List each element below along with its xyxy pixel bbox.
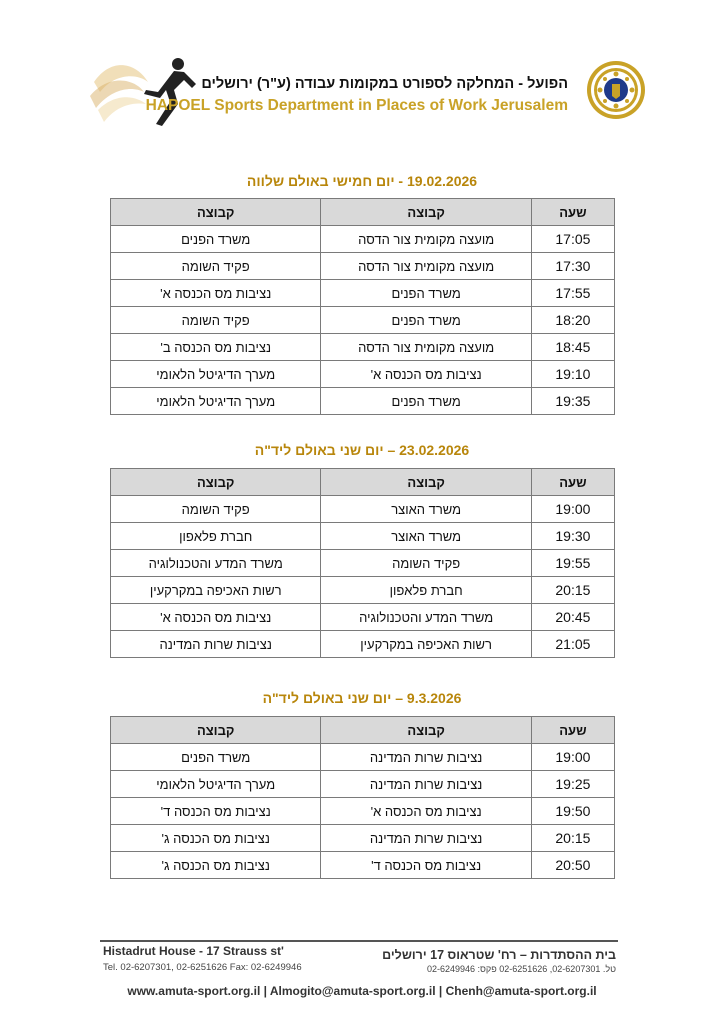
team-cell: מערך הדיגיטל הלאומי <box>111 388 321 415</box>
time-cell: 19:35 <box>531 388 614 415</box>
schedule-table-1 <box>110 198 615 415</box>
team-cell: נציבות מס הכנסה ג' <box>111 825 321 852</box>
team-cell: נציבות מס הכנסה א' <box>111 280 321 307</box>
column-header-time: שעה <box>531 717 614 744</box>
header-title-english: HAPOEL Sports Department in Places of Work Jerusalem <box>145 97 568 114</box>
table-row <box>111 226 615 253</box>
table-row <box>111 798 615 825</box>
team-cell: משרד הפנים <box>321 307 531 334</box>
table-row <box>111 825 615 852</box>
table-header-row <box>111 469 615 496</box>
time-cell: 19:55 <box>531 550 614 577</box>
table-row <box>111 280 615 307</box>
time-cell: 17:05 <box>531 226 614 253</box>
footer-divider <box>100 940 618 942</box>
team-cell: פקיד השומה <box>111 253 321 280</box>
time-cell: 19:30 <box>531 523 614 550</box>
team-cell: מועצה מקומית צור הדסה <box>321 334 531 361</box>
column-header-team: קבוצה <box>321 717 531 744</box>
column-header-team: קבוצה <box>321 199 531 226</box>
column-header-team: קבוצה <box>111 469 321 496</box>
team-cell: נציבות מס הכנסה ב' <box>111 334 321 361</box>
time-cell: 19:10 <box>531 361 614 388</box>
time-cell: 21:05 <box>531 631 614 658</box>
time-cell: 19:00 <box>531 744 614 771</box>
table-header-row <box>111 717 615 744</box>
team-cell: רשות האכיפה במקרקעין <box>321 631 531 658</box>
time-cell: 19:25 <box>531 771 614 798</box>
team-cell: פקיד השומה <box>111 307 321 334</box>
table-row <box>111 307 615 334</box>
team-cell: נציבות מס הכנסה א' <box>321 361 531 388</box>
table-header-row <box>111 199 615 226</box>
table-row <box>111 744 615 771</box>
team-cell: נציבות מס הכנסה ג' <box>111 852 321 879</box>
team-cell: מועצה מקומית צור הדסה <box>321 253 531 280</box>
team-cell: נציבות שרות המדינה <box>321 744 531 771</box>
team-cell: נציבות שרות המדינה <box>321 825 531 852</box>
time-cell: 19:50 <box>531 798 614 825</box>
table-row <box>111 550 615 577</box>
column-header-team: קבוצה <box>111 199 321 226</box>
team-cell: חברת פלאפון <box>321 577 531 604</box>
table-row <box>111 388 615 415</box>
table-row <box>111 631 615 658</box>
team-cell: פקיד השומה <box>321 550 531 577</box>
runner-logo-icon <box>86 52 196 130</box>
team-cell: נציבות מס הכנסה א' <box>111 604 321 631</box>
team-cell: נציבות מס הכנסה א' <box>321 798 531 825</box>
schedule-table-3 <box>110 716 615 879</box>
schedule-table-2 <box>110 468 615 658</box>
footer-phones-english: Tel. 02-6207301, 02-6251626 Fax: 02-6249946 <box>103 962 302 973</box>
table-row <box>111 334 615 361</box>
team-cell: נציבות שרות המדינה <box>111 631 321 658</box>
footer-phones-hebrew: טל. 02-6207301, 02-6251626 פקס: 02-6249946 <box>426 964 616 974</box>
team-cell: משרד הפנים <box>111 226 321 253</box>
section-1-title: 19.02.2026 - יום חמישי באולם שלווה <box>246 173 478 189</box>
team-cell: משרד האוצר <box>321 523 531 550</box>
table-row <box>111 523 615 550</box>
column-header-team: קבוצה <box>111 717 321 744</box>
table-row <box>111 577 615 604</box>
team-cell: פקיד השומה <box>111 496 321 523</box>
time-cell: 19:00 <box>531 496 614 523</box>
team-cell: משרד הפנים <box>321 388 531 415</box>
team-cell: מערך הדיגיטל הלאומי <box>111 361 321 388</box>
table-row <box>111 253 615 280</box>
time-cell: 18:20 <box>531 307 614 334</box>
team-cell: נציבות מס הכנסה ד' <box>111 798 321 825</box>
header-title-hebrew: הפועל - המחלקה לספורט במקומות עבודה (ע"ר) ירושלים <box>201 76 568 92</box>
table-row <box>111 361 615 388</box>
table-row <box>111 604 615 631</box>
team-cell: משרד האוצר <box>321 496 531 523</box>
team-cell: נציבות מס הכנסה ד' <box>321 852 531 879</box>
footer-web-email-links: www.amuta-sport.org.il | Almogito@amuta-sport.org.il | Chenh@amuta-sport.org.il <box>127 984 597 998</box>
footer-address-hebrew: בית ההסתדרות – רח' שטראוס 17 ירושלים <box>382 948 616 962</box>
time-cell: 20:15 <box>531 577 614 604</box>
letterhead <box>80 52 650 132</box>
section-2-title: 23.02.2026 – יום שני באולם ליד"ה <box>254 442 470 458</box>
team-cell: חברת פלאפון <box>111 523 321 550</box>
team-cell: נציבות שרות המדינה <box>321 771 531 798</box>
team-cell: משרד הפנים <box>111 744 321 771</box>
team-cell: משרד הפנים <box>321 280 531 307</box>
table-row <box>111 852 615 879</box>
team-cell: רשות האכיפה במקרקעין <box>111 577 321 604</box>
seal-icon <box>586 60 646 120</box>
time-cell: 17:30 <box>531 253 614 280</box>
time-cell: 20:50 <box>531 852 614 879</box>
footer-address-english: Histadrut House - 17 Strauss st' <box>103 944 284 958</box>
team-cell: משרד המדע והטכנולוגיה <box>321 604 531 631</box>
team-cell: מערך הדיגיטל הלאומי <box>111 771 321 798</box>
section-3-title: 9.3.2026 – יום שני באולם ליד"ה <box>262 690 462 706</box>
time-cell: 17:55 <box>531 280 614 307</box>
column-header-team: קבוצה <box>321 469 531 496</box>
table-row <box>111 496 615 523</box>
column-header-time: שעה <box>531 199 614 226</box>
time-cell: 18:45 <box>531 334 614 361</box>
time-cell: 20:15 <box>531 825 614 852</box>
table-row <box>111 771 615 798</box>
time-cell: 20:45 <box>531 604 614 631</box>
team-cell: משרד המדע והטכנולוגיה <box>111 550 321 577</box>
column-header-time: שעה <box>531 469 614 496</box>
team-cell: מועצה מקומית צור הדסה <box>321 226 531 253</box>
